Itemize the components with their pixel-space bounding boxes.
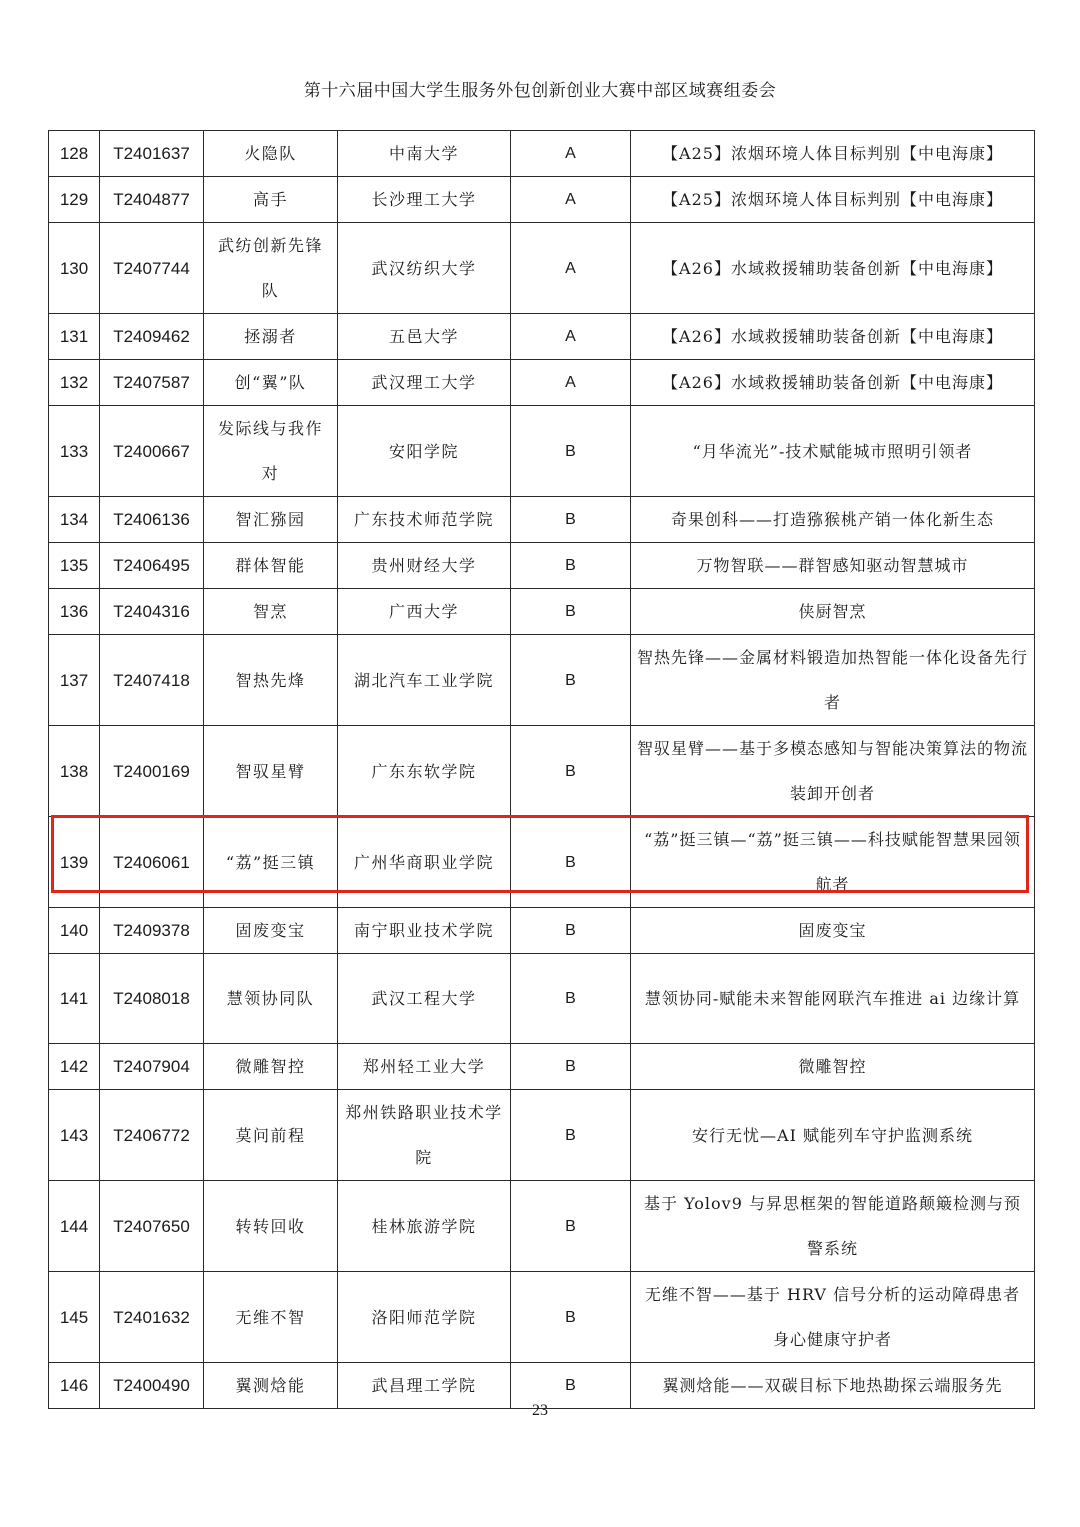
cell-code: T2409378 [100, 908, 204, 954]
cell-team: 莫问前程 [204, 1090, 338, 1181]
cell-team: 群体智能 [204, 543, 338, 589]
table-row [49, 360, 1035, 406]
results-table [48, 130, 1035, 1409]
cell-project: 智驭星臂——基于多模态感知与智能决策算法的物流装卸开创者 [631, 726, 1035, 817]
cell-num: 136 [49, 589, 100, 635]
cell-num: 145 [49, 1272, 100, 1363]
cell-project: “荔”挺三镇—“荔”挺三镇——科技赋能智慧果园领航者 [631, 817, 1035, 908]
cell-project: 安行无忧—AI 赋能列车守护监测系统 [631, 1090, 1035, 1181]
cell-num: 134 [49, 497, 100, 543]
cell-team: 火隐队 [204, 131, 338, 177]
table-row [49, 406, 1035, 497]
cell-team: 智热先烽 [204, 635, 338, 726]
cell-team: 智汇猕园 [204, 497, 338, 543]
cell-code: T2407650 [100, 1181, 204, 1272]
cell-school: 中南大学 [338, 131, 511, 177]
cell-group: B [511, 726, 631, 817]
cell-project: 慧领协同-赋能未来智能网联汽车推进 ai 边缘计算 [631, 954, 1035, 1044]
cell-school: 广东技术师范学院 [338, 497, 511, 543]
table-row [49, 543, 1035, 589]
cell-team: 固废变宝 [204, 908, 338, 954]
cell-code: T2400490 [100, 1363, 204, 1409]
cell-project: 【A26】水域救援辅助装备创新【中电海康】 [631, 223, 1035, 314]
cell-group: B [511, 817, 631, 908]
cell-school: 郑州铁路职业技术学院 [338, 1090, 511, 1181]
cell-team: 无维不智 [204, 1272, 338, 1363]
cell-project: 无维不智——基于 HRV 信号分析的运动障碍患者身心健康守护者 [631, 1272, 1035, 1363]
page-number: 23 [532, 1402, 548, 1419]
table-row [49, 314, 1035, 360]
cell-code: T2407904 [100, 1044, 204, 1090]
cell-num: 141 [49, 954, 100, 1044]
cell-code: T2401637 [100, 131, 204, 177]
cell-school: 五邑大学 [338, 314, 511, 360]
cell-code: T2409462 [100, 314, 204, 360]
cell-num: 138 [49, 726, 100, 817]
table-row [49, 589, 1035, 635]
cell-num: 133 [49, 406, 100, 497]
cell-group: B [511, 406, 631, 497]
page-header: 第十六届中国大学生服务外包创新创业大赛中部区域赛组委会 [303, 81, 777, 101]
cell-school: 南宁职业技术学院 [338, 908, 511, 954]
cell-group: B [511, 543, 631, 589]
table-row [49, 1090, 1035, 1181]
cell-team: 发际线与我作对 [204, 406, 338, 497]
table-row [49, 1272, 1035, 1363]
cell-group: A [511, 314, 631, 360]
cell-num: 130 [49, 223, 100, 314]
cell-team: 转转回收 [204, 1181, 338, 1272]
cell-group: A [511, 131, 631, 177]
cell-project: “月华流光”-技术赋能城市照明引领者 [631, 406, 1035, 497]
cell-num: 135 [49, 543, 100, 589]
table-row [49, 223, 1035, 314]
cell-team: 创“翼”队 [204, 360, 338, 406]
cell-project: 奇果创科——打造猕猴桃产销一体化新生态 [631, 497, 1035, 543]
cell-team: 武纺创新先锋队 [204, 223, 338, 314]
cell-group: B [511, 1181, 631, 1272]
cell-group: A [511, 223, 631, 314]
cell-code: T2406772 [100, 1090, 204, 1181]
table-row [49, 1044, 1035, 1090]
cell-project: 【A26】水域救援辅助装备创新【中电海康】 [631, 314, 1035, 360]
cell-group: B [511, 1044, 631, 1090]
cell-num: 128 [49, 131, 100, 177]
table-row [49, 954, 1035, 1044]
cell-code: T2404316 [100, 589, 204, 635]
cell-school: 武昌理工学院 [338, 1363, 511, 1409]
cell-project: 【A25】浓烟环境人体目标判别【中电海康】 [631, 177, 1035, 223]
cell-group: B [511, 635, 631, 726]
cell-group: A [511, 360, 631, 406]
cell-project: 智热先锋——金属材料锻造加热智能一体化设备先行者 [631, 635, 1035, 726]
cell-school: 广西大学 [338, 589, 511, 635]
cell-code: T2404877 [100, 177, 204, 223]
cell-project: 侠厨智烹 [631, 589, 1035, 635]
cell-group: B [511, 589, 631, 635]
cell-group: B [511, 1363, 631, 1409]
cell-num: 144 [49, 1181, 100, 1272]
cell-code: T2408018 [100, 954, 204, 1044]
cell-school: 武汉理工大学 [338, 360, 511, 406]
cell-school: 广州华商职业学院 [338, 817, 511, 908]
cell-team: 微雕智控 [204, 1044, 338, 1090]
cell-team: 翼测焓能 [204, 1363, 338, 1409]
cell-project: 翼测焓能——双碳目标下地热勘探云端服务先 [631, 1363, 1035, 1409]
table-row [49, 1181, 1035, 1272]
cell-group: B [511, 1272, 631, 1363]
cell-code: T2406136 [100, 497, 204, 543]
cell-num: 139 [49, 817, 100, 908]
cell-num: 129 [49, 177, 100, 223]
cell-group: B [511, 908, 631, 954]
cell-project: 微雕智控 [631, 1044, 1035, 1090]
cell-project: 【A25】浓烟环境人体目标判别【中电海康】 [631, 131, 1035, 177]
cell-team: 慧领协同队 [204, 954, 338, 1044]
cell-school: 郑州轻工业大学 [338, 1044, 511, 1090]
cell-team: 智烹 [204, 589, 338, 635]
cell-school: 安阳学院 [338, 406, 511, 497]
cell-code: T2406495 [100, 543, 204, 589]
table-row [49, 497, 1035, 543]
cell-group: B [511, 954, 631, 1044]
cell-num: 131 [49, 314, 100, 360]
cell-project: 【A26】水域救援辅助装备创新【中电海康】 [631, 360, 1035, 406]
cell-num: 143 [49, 1090, 100, 1181]
table-row [49, 726, 1035, 817]
cell-project: 基于 Yolov9 与昇思框架的智能道路颠簸检测与预警系统 [631, 1181, 1035, 1272]
cell-school: 长沙理工大学 [338, 177, 511, 223]
table-row [49, 177, 1035, 223]
cell-group: B [511, 1090, 631, 1181]
table-row [49, 817, 1035, 908]
cell-team: 智驭星臂 [204, 726, 338, 817]
cell-school: 桂林旅游学院 [338, 1181, 511, 1272]
cell-code: T2400169 [100, 726, 204, 817]
cell-team: 拯溺者 [204, 314, 338, 360]
cell-code: T2407744 [100, 223, 204, 314]
cell-school: 武汉纺织大学 [338, 223, 511, 314]
table-row [49, 635, 1035, 726]
cell-group: B [511, 497, 631, 543]
table-row [49, 131, 1035, 177]
cell-school: 广东东软学院 [338, 726, 511, 817]
cell-num: 142 [49, 1044, 100, 1090]
table-row [49, 908, 1035, 954]
cell-code: T2400667 [100, 406, 204, 497]
cell-team: “荔”挺三镇 [204, 817, 338, 908]
cell-num: 137 [49, 635, 100, 726]
cell-code: T2406061 [100, 817, 204, 908]
cell-num: 140 [49, 908, 100, 954]
cell-team: 高手 [204, 177, 338, 223]
cell-project: 固废变宝 [631, 908, 1035, 954]
cell-school: 武汉工程大学 [338, 954, 511, 1044]
cell-school: 洛阳师范学院 [338, 1272, 511, 1363]
cell-school: 湖北汽车工业学院 [338, 635, 511, 726]
cell-code: T2407418 [100, 635, 204, 726]
cell-school: 贵州财经大学 [338, 543, 511, 589]
table-body [49, 131, 1035, 1409]
cell-code: T2407587 [100, 360, 204, 406]
cell-group: A [511, 177, 631, 223]
cell-project: 万物智联——群智感知驱动智慧城市 [631, 543, 1035, 589]
cell-num: 146 [49, 1363, 100, 1409]
cell-num: 132 [49, 360, 100, 406]
cell-code: T2401632 [100, 1272, 204, 1363]
